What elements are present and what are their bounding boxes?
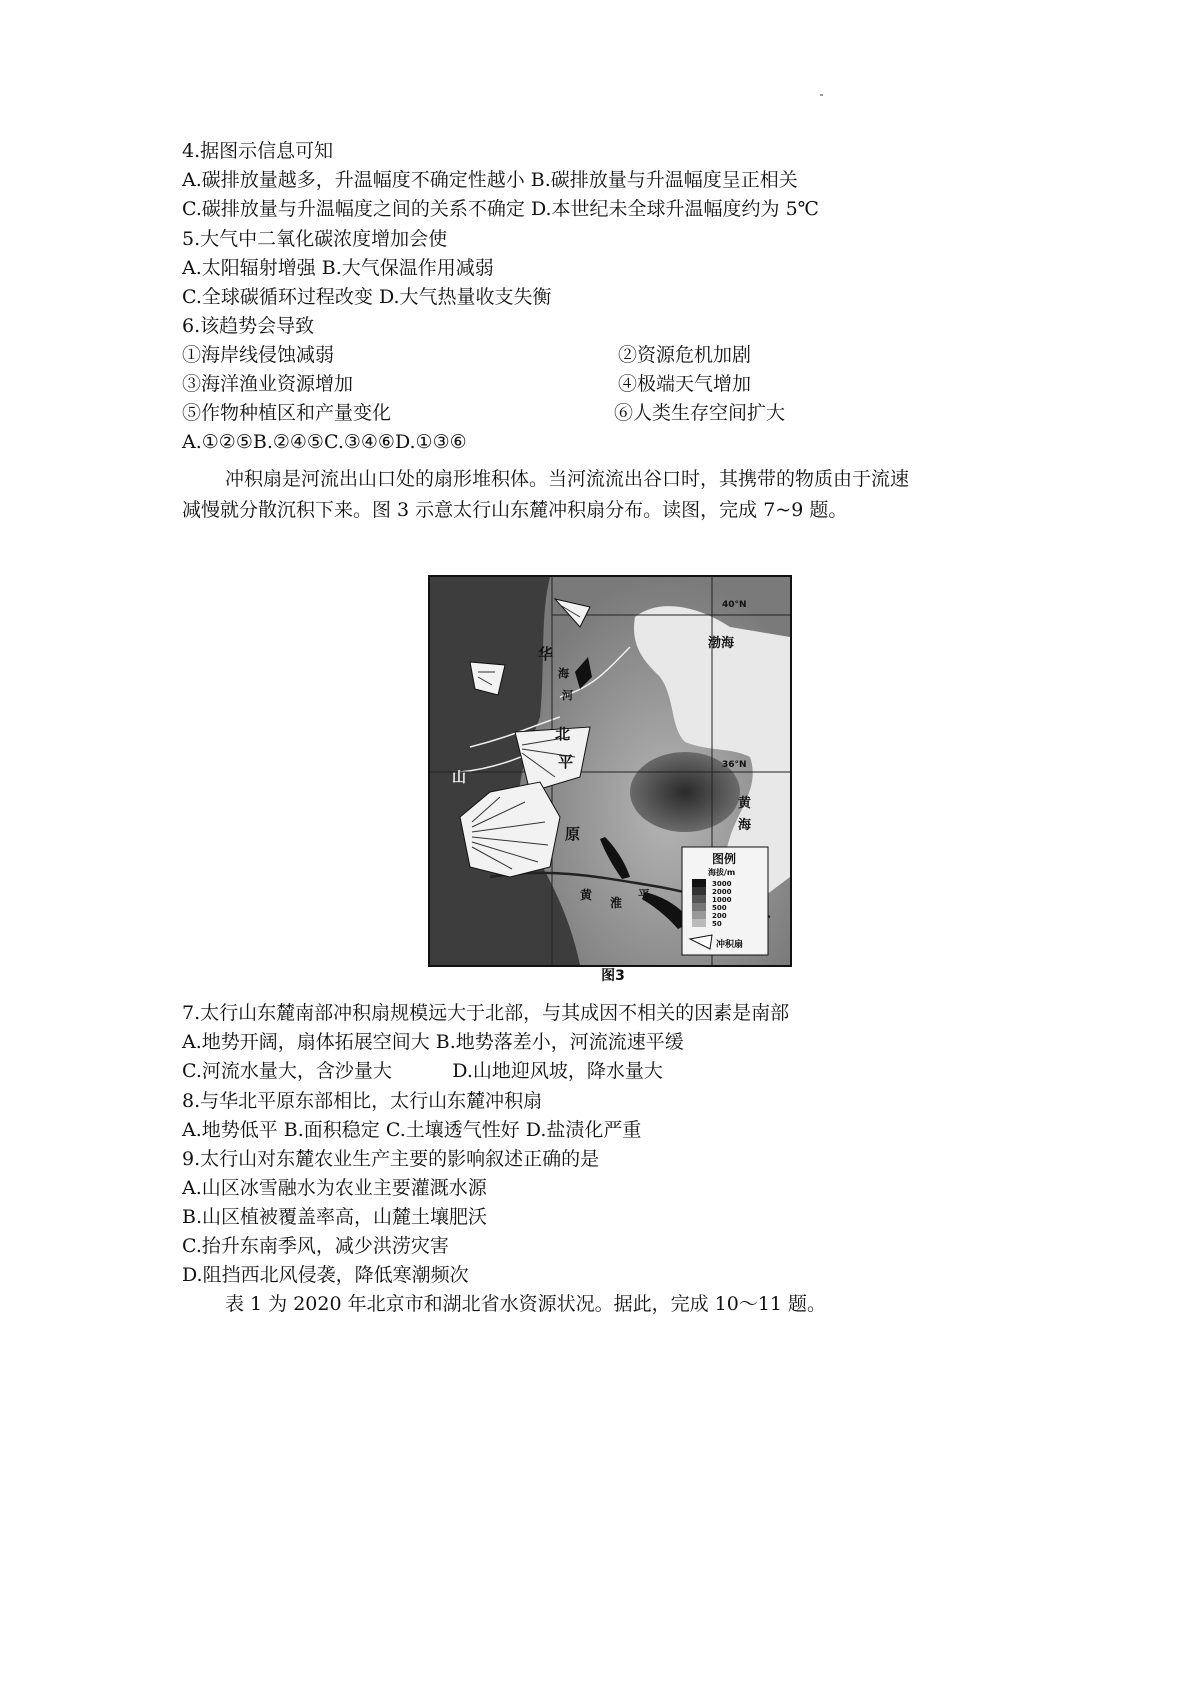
legend-fan-label: 冲积扇 (716, 940, 744, 950)
map-legend (682, 847, 768, 955)
map-label: 海 (558, 667, 569, 680)
question-4-options-cd: C.碳排放量与升温幅度之间的关系不确定 D.本世纪未全球升温幅度约为 5℃ (182, 198, 819, 220)
map-label: 淮 (610, 896, 623, 910)
legend-value: 3000 (712, 880, 732, 888)
map-label: 山 (452, 770, 466, 786)
map-label: 渤海 (708, 636, 735, 651)
question-5-options-cd: C.全球碳循环过程改变 D.大气热量收支失衡 (182, 286, 552, 308)
map-svg (430, 577, 790, 965)
question-5-options-ab: A.太阳辐射增强 B.大气保温作用减弱 (182, 257, 494, 279)
table-intro: 表 1 为 2020 年北京市和湖北省水资源状况。据此，完成 10～11 题。 (225, 1293, 827, 1315)
question-7-options-cd: C.河流水量大，含沙量大 D.山地迎风坡，降水量大 (182, 1060, 663, 1082)
legend-subtitle: 海拔/m (708, 868, 736, 877)
scan-speck (820, 94, 823, 96)
question-6-option: ①海岸线侵蚀减弱 (182, 344, 335, 366)
latitude-label: 36°N (722, 760, 747, 770)
map-label: 平 (558, 753, 574, 771)
question-6-option: ⑥人类生存空间扩大 (614, 402, 786, 424)
question-6-option-row (182, 400, 786, 426)
question-6-option: ④极端天气增加 (618, 373, 752, 395)
alluvial-intro-line-1: 冲积扇是河流出山口处的扇形堆积体。当河流流出谷口时，其携带的物质由于流速 (225, 468, 910, 490)
question-4-stem: 4.据图示信息可知 (182, 140, 334, 162)
question-7-stem: 7.太行山东麓南部冲积扇规模远大于北部，与其成因不相关的因素是南部 (182, 1002, 790, 1024)
question-7-options-ab: A.地势开阔，扇体拓展空间大 B.地势落差小，河流流速平缓 (182, 1031, 684, 1053)
map-label: 黄 (738, 796, 752, 811)
question-6-answers: A.①②⑤B.②④⑤C.③④⑥D.①③⑥ (182, 431, 467, 453)
question-9-option-b: B.山区植被覆盖率高，山麓土壤肥沃 (182, 1206, 488, 1228)
legend-value: 500 (712, 904, 727, 912)
question-9-option-c: C.抬升东南季风，减少洪涝灾害 (182, 1235, 449, 1257)
question-9-option-d: D.阻挡西北风侵袭，降低寒潮频次 (182, 1264, 469, 1286)
question-6-option-row (182, 371, 752, 397)
question-6-option: ⑤作物种植区和产量变化 (182, 402, 392, 424)
legend-value: 1000 (712, 896, 732, 904)
map-label: 黄 (580, 888, 593, 902)
question-5-stem: 5.大气中二氧化碳浓度增加会使 (182, 228, 448, 250)
map-label: 海 (738, 818, 752, 833)
map-label: 北 (555, 725, 571, 743)
legend-value: 200 (712, 912, 727, 920)
question-4-options-ab: A.碳排放量越多，升温幅度不确定性越小 B.碳排放量与升温幅度呈正相关 (182, 169, 798, 191)
question-9-option-a: A.山区冰雪融水为农业主要灌溉水源 (182, 1177, 487, 1199)
legend-title: 图例 (712, 852, 737, 866)
legend-value: 2000 (712, 888, 732, 896)
legend-value: 50 (712, 920, 722, 928)
figure-3 (420, 565, 806, 983)
question-6-option-row (182, 342, 752, 368)
figure-caption: 图3 (601, 968, 625, 984)
question-9-stem: 9.太行山对东麓农业生产主要的影响叙述正确的是 (182, 1148, 600, 1170)
question-8-options: A.地势低平 B.面积稳定 C.土壤透气性好 D.盐渍化严重 (182, 1119, 642, 1141)
map-label: 平 (638, 888, 651, 902)
question-8-stem: 8.与华北平原东部相比，太行山东麓冲积扇 (182, 1090, 543, 1112)
alluvial-intro-line-2: 减慢就分散沉积下来。图 3 示意太行山东麓冲积扇分布。读图，完成 7~9 题。 (182, 499, 848, 521)
question-6-option: ③海洋渔业资源增加 (182, 373, 354, 395)
question-6-option: ②资源危机加剧 (618, 344, 752, 366)
latitude-label: 40°N (722, 600, 747, 610)
map-label: 河 (562, 689, 573, 702)
map-label: 华 (538, 645, 554, 663)
map-label: 原 (565, 825, 581, 843)
alluvial-fan-map (428, 575, 792, 967)
question-6-stem: 6.该趋势会导致 (182, 315, 315, 337)
